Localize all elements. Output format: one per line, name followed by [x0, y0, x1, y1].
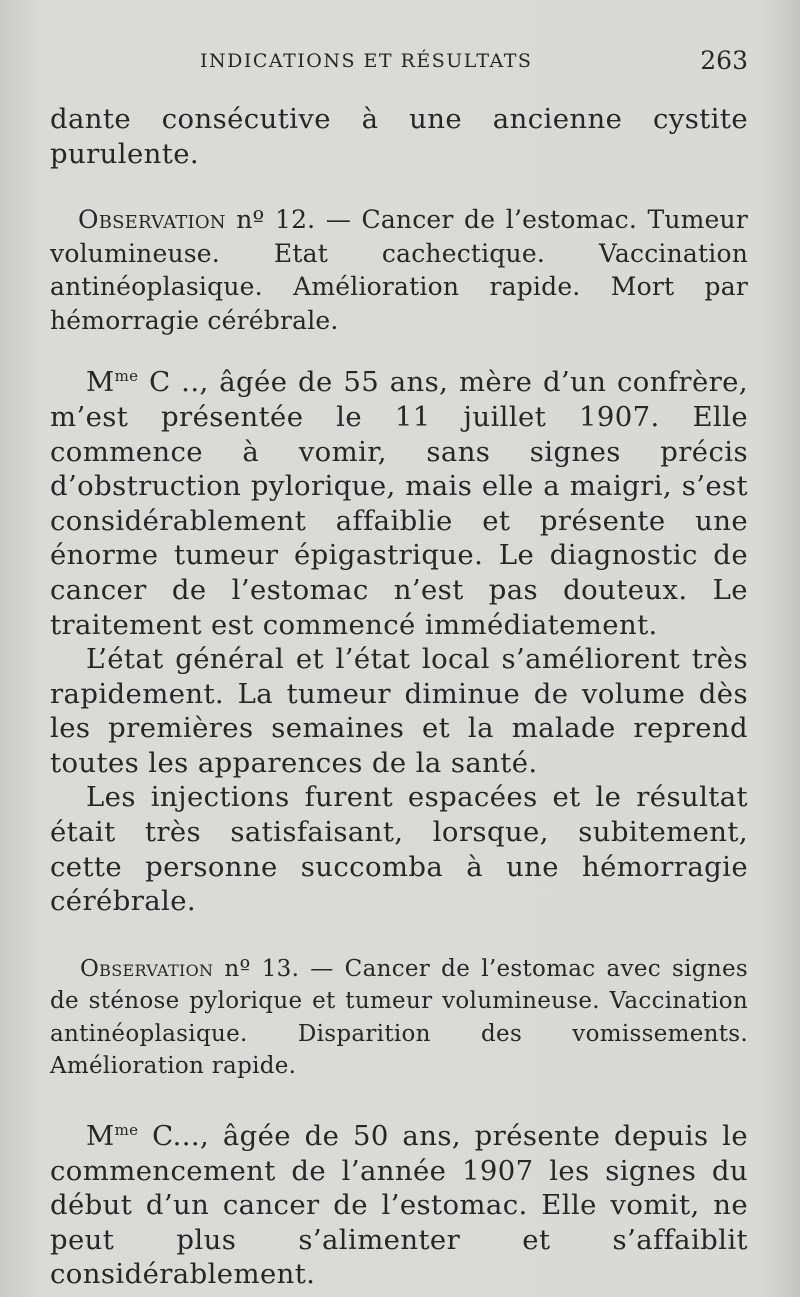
page-number: 263 [700, 46, 748, 75]
paragraph-text: C .., âgée de 55 ans, mère d’un confrère, m’est présentée le 11 juillet 1907. Elle commence à vomir, sans signes précis d’obstruction pylorique, mais elle a maigri, s’est considérablement affaiblie et présente une énorme tumeur épigastrique. Le diagnostic de cancer de l’estomac n’est pas douteux. Le traitement est commencé immédiatement. [50, 366, 748, 641]
continuation-paragraph: dante consécutive à une ancienne cystite purulente. [50, 103, 748, 170]
page-header [50, 46, 748, 76]
observation-summary: — Cancer de l’estomac avec signes de sténose pylorique et tumeur volumineuse. Vaccination antinéoplasique. Disparition des vomissements. Amélioration rapide. [50, 955, 748, 1080]
observation-12-heading [50, 203, 748, 337]
case-12-paragraph-3: Les injections furent espacées et le résultat était très satisfaisant, lorsque, subitement, cette personne succomba à une hémorragie cérébrale. [50, 781, 748, 918]
paragraph-text: C..., âgée de 50 ans, présente depuis le commencement de l’année 1907 les signes du début d’un cancer de l’estomac. Elle vomit, ne peut plus s’alimenter et s’affaiblit considérablement. [50, 1120, 748, 1291]
observation-number: nº 13. [224, 955, 300, 982]
running-title: INDICATIONS ET RÉSULTATS [200, 50, 533, 72]
title-abbrev: M [86, 1120, 115, 1152]
title-abbrev: M [86, 366, 115, 399]
page-body [50, 102, 748, 1292]
observation-label: Observation [78, 205, 226, 235]
observation-label: Observation [80, 955, 214, 982]
case-13-paragraph-1 [50, 1113, 748, 1292]
title-abbrev-sup: me [114, 1120, 139, 1139]
observation-summary: — Cancer de l’estomac. Tumeur volumineuse. Etat cachectique. Vaccination antinéoplasique. Amélioration rapide. Mort par hémorragie cérébrale. [50, 205, 748, 335]
observation-13-heading [50, 953, 748, 1083]
title-abbrev-sup: me [114, 367, 139, 386]
case-12-paragraph-2: L’état général et l’état local s’améliorent très rapidement. La tumeur diminue de volume dès les premières semaines et la malade reprend toutes les apparences de la santé. [50, 643, 748, 779]
case-12-paragraph-1 [50, 359, 748, 642]
observation-number: nº 12. [236, 205, 316, 235]
